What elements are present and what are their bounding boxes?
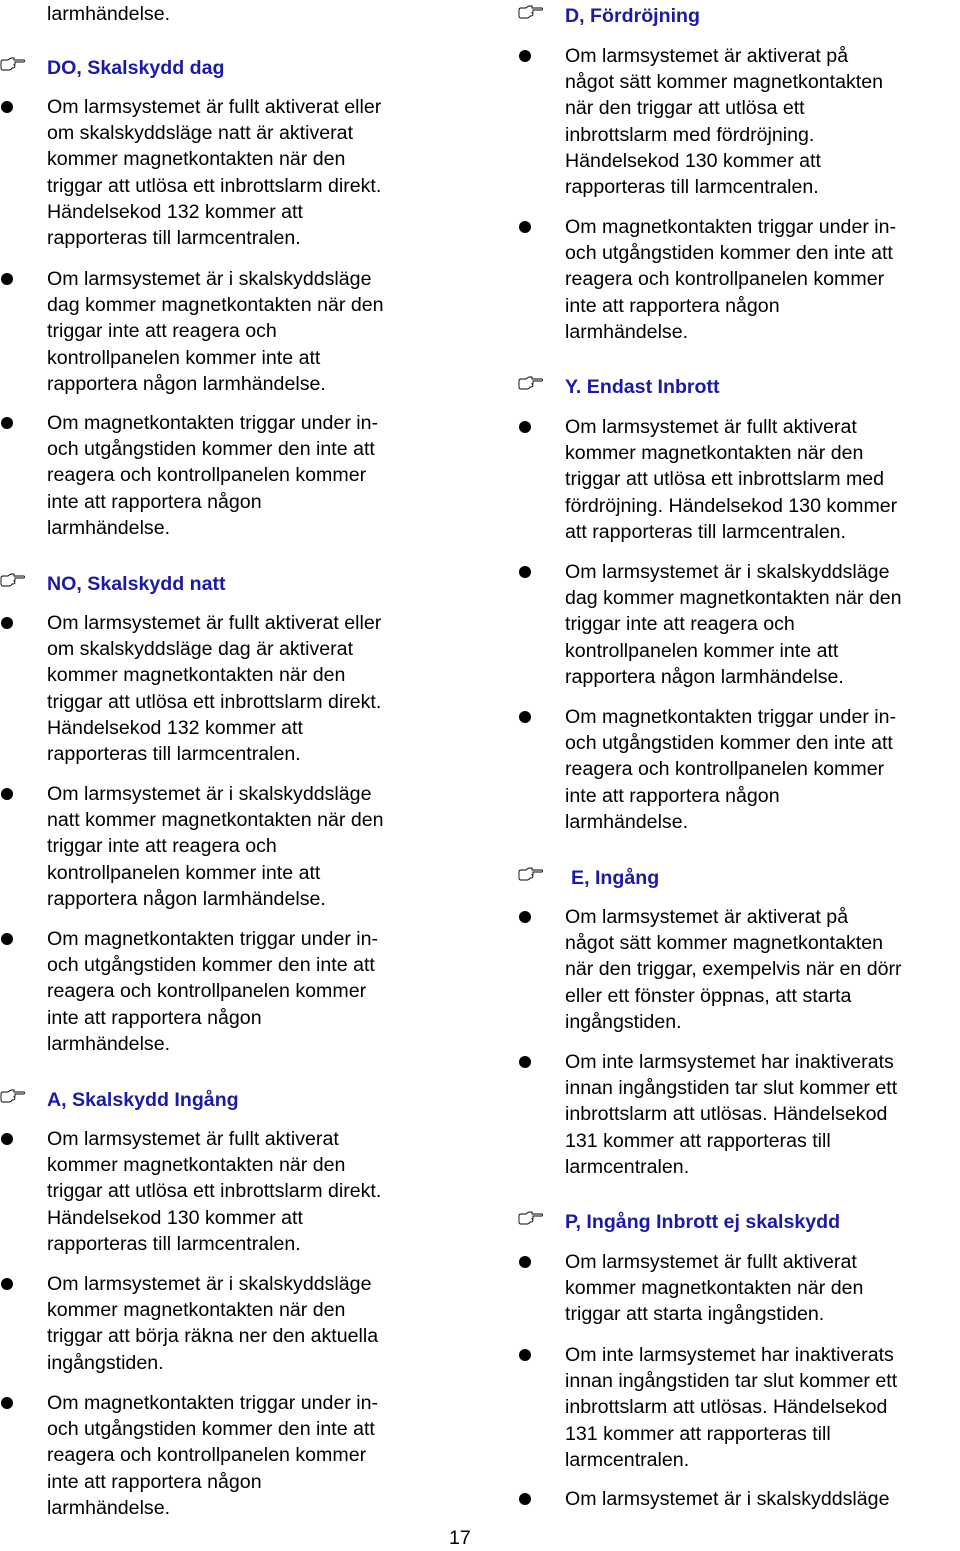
pointing-hand-icon (518, 1211, 544, 1225)
page-number: 17 (449, 1527, 471, 1549)
bullet-icon (1, 101, 13, 113)
bullet-icon (1, 1133, 13, 1145)
section-title-y: Y. Endast Inbrott (565, 376, 720, 398)
list-item-text: Om larmsystemet är fullt aktiverat eller om skalskyddsläge natt är aktiverat kommer magnetkontakten när den triggar att utlösa ett inbrottslarm direkt. Händelsekod 132 kommer att rapporteras till larmcentralen. (47, 96, 382, 250)
pointing-hand-icon (0, 57, 26, 71)
bullet-icon (1, 933, 13, 945)
bullet-icon (1, 1278, 13, 1290)
bullet-icon (519, 1056, 531, 1068)
bullet-icon (1, 273, 13, 285)
pointing-hand-icon (0, 573, 26, 587)
list-item-text: Om magnetkontakten triggar under in- och utgångstiden kommer den inte att reagera och kontrollpanelen kommer inte att rapportera någon larmhändelse. (565, 706, 897, 833)
bullet-icon (519, 566, 531, 578)
section-title-a: A, Skalskydd Ingång (47, 1089, 239, 1111)
paragraph-text: larmhändelse. (47, 3, 171, 25)
list-item-text: Om larmsystemet är i skalskyddsläge natt kommer magnetkontakten när den triggar inte att reagera och kontrollpanelen kommer inte att rapportera någon larmhändelse. (47, 783, 384, 910)
list-item-text: Om larmsystemet är i skalskyddsläge (565, 1488, 890, 1510)
pointing-hand-icon (0, 1089, 26, 1103)
list-item-text: Om larmsystemet är aktiverat på något sätt kommer magnetkontakten när den triggar att utlösa ett inbrottslarm med fördröjning. Händelsekod 130 kommer att rapporteras till larmcentralen. (565, 45, 884, 199)
section-title-e: E, Ingång (571, 867, 660, 889)
bullet-icon (1, 617, 13, 629)
list-item-text: Om larmsystemet är i skalskyddsläge dag kommer magnetkontakten när den triggar inte att reagera och kontrollpanelen kommer inte att rapportera någon larmhändelse. (565, 561, 902, 688)
bullet-icon (519, 911, 531, 923)
section-title-no: NO, Skalskydd natt (47, 573, 226, 595)
bullet-icon (519, 1256, 531, 1268)
list-item-text: Om larmsystemet är i skalskyddsläge dag kommer magnetkontakten när den triggar inte att reagera och kontrollpanelen kommer inte att rapportera någon larmhändelse. (47, 268, 384, 395)
list-item-text: Om larmsystemet är fullt aktiverat kommer magnetkontakten när den triggar att utlösa ett inbrottslarm direkt. Händelsekod 130 kommer att rapporteras till larmcentralen. (47, 1128, 382, 1255)
pointing-hand-icon (518, 867, 544, 881)
list-item-text: Om magnetkontakten triggar under in- och utgångstiden kommer den inte att reagera och kontrollpanelen kommer inte att rapportera någon larmhändelse. (47, 412, 379, 539)
section-title-d: D, Fördröjning (565, 5, 700, 27)
pointing-hand-icon (518, 376, 544, 390)
list-item-text: Om inte larmsystemet har inaktiverats innan ingångstiden tar slut kommer ett inbrottslarm att utlösas. Händelsekod 131 kommer att rapporteras till larmcentralen. (565, 1344, 898, 1471)
list-item-text: Om larmsystemet är aktiverat på något sätt kommer magnetkontakten när den triggar, exempelvis när en dörr eller ett fönster öppnas, att starta ingångstiden. (565, 906, 902, 1033)
bullet-icon (519, 1349, 531, 1361)
bullet-icon (519, 421, 531, 433)
bullet-icon (519, 1493, 531, 1505)
list-item-text: Om magnetkontakten triggar under in- och utgångstiden kommer den inte att reagera och kontrollpanelen kommer inte att rapportera någon larmhändelse. (47, 1392, 379, 1519)
list-item-text: Om larmsystemet är i skalskyddsläge kommer magnetkontakten när den triggar att börja räkna ner den aktuella ingångstiden. (47, 1273, 379, 1374)
bullet-icon (1, 417, 13, 429)
bullet-icon (519, 50, 531, 62)
list-item-text: Om larmsystemet är fullt aktiverat eller om skalskyddsläge dag är aktiverat kommer magnetkontakten när den triggar att utlösa ett inbrottslarm direkt. Händelsekod 132 kommer att rapporteras till larmcentralen. (47, 612, 382, 766)
section-title-do: DO, Skalskydd dag (47, 57, 225, 79)
list-item-text: Om inte larmsystemet har inaktiverats innan ingångstiden tar slut kommer ett inbrottslarm att utlösas. Händelsekod 131 kommer att rapporteras till larmcentralen. (565, 1051, 898, 1178)
list-item-text: Om magnetkontakten triggar under in- och utgångstiden kommer den inte att reagera och kontrollpanelen kommer inte att rapportera någon larmhändelse. (47, 928, 379, 1055)
bullet-icon (1, 788, 13, 800)
bullet-icon (519, 221, 531, 233)
bullet-icon (1, 1397, 13, 1409)
pointing-hand-icon (518, 5, 544, 19)
list-item-text: Om larmsystemet är fullt aktiverat kommer magnetkontakten när den triggar att utlösa ett inbrottslarm med fördröjning. Händelsekod 130 kommer att rapporteras till larmcentralen. (565, 416, 898, 543)
section-title-p: P, Ingång Inbrott ej skalskydd (565, 1211, 841, 1233)
list-item-text: Om larmsystemet är fullt aktiverat kommer magnetkontakten när den triggar att starta ingångstiden. (565, 1251, 864, 1326)
list-item-text: Om magnetkontakten triggar under in- och utgångstiden kommer den inte att reagera och kontrollpanelen kommer inte att rapportera någon larmhändelse. (565, 216, 897, 343)
bullet-icon (519, 711, 531, 723)
